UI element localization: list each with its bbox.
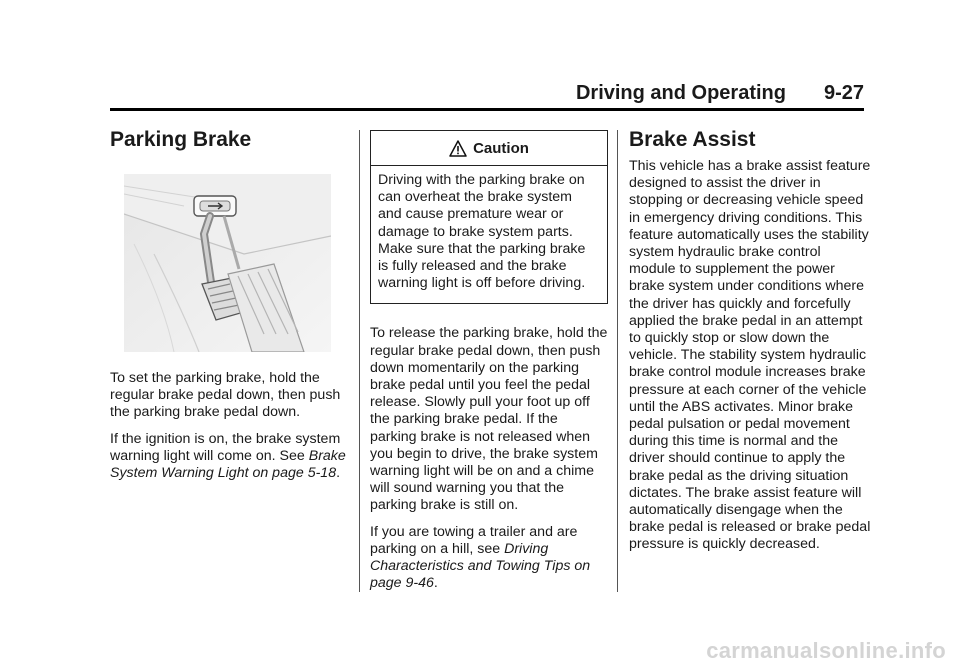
parking-brake-pedal-icon xyxy=(124,174,331,352)
watermark: carmanualsonline.info xyxy=(706,638,946,663)
parking-brake-heading: Parking Brake xyxy=(110,128,252,151)
brake-warning-light-link[interactable]: Brake System Warning Light on page 5-18 xyxy=(110,447,346,482)
caution-box xyxy=(370,130,608,304)
towing-text: If you are towing a trailer and are parking on a hill, see xyxy=(370,523,578,557)
caution-body xyxy=(371,166,607,303)
page-number: 9-27 xyxy=(823,82,864,104)
caution-text: Driving with the parking brake on can overheat the brake system and cause premature wear or damage to brake system parts. Make sure that the parking brake is fully released and the brake warning light is off before driving. xyxy=(378,172,586,292)
brake-assist-section xyxy=(629,126,871,563)
warning-light-text: If the ignition is on, the brake system warning light will come on. See xyxy=(110,430,341,464)
caution-title: Caution xyxy=(473,139,529,157)
warning-light-end: . xyxy=(336,465,341,482)
brake-assist-heading: Brake Assist xyxy=(629,128,756,151)
release-paragraph: To release the parking brake, hold the regular brake pedal down, then push down momentarily on the parking brake pedal until you feel the pedal release. Slowly pull your foot up off the parking brake pedal. If the parking brake is not released when you begin to drive, the brake system warning light will be on and a chime will sound warning you that the parking brake is still on. xyxy=(370,325,608,514)
section-title: Driving and Operating xyxy=(575,82,786,104)
caution-header xyxy=(371,131,607,166)
towing-paragraph xyxy=(370,524,608,593)
page-header xyxy=(110,80,864,111)
parking-brake-paragraph: To set the parking brake, hold the regular brake pedal down, then push the parking brake pedal down. xyxy=(110,370,341,421)
warning-light-paragraph xyxy=(110,431,350,483)
towing-tips-link[interactable]: Driving Characteristics and Towing Tips on page 9-46 xyxy=(370,540,591,592)
brake-assist-paragraph: This vehicle has a brake assist feature designed to assist the driver in stopping or decreasing vehicle speed in emergency driving conditions. This feature automatically uses the stability system hydraulic brake control module to supplement the power brake system under conditions where the driver has quickly and forcefully applied the brake pedal in an attempt to quickly stop or slow down the vehicle. The stability system hydraulic brake control module increases brake pressure at each corner of the vehicle until the ABS activates. Minor brake pedal pulsation or pedal movement during this time is normal and the driver should continue to apply the brake pedal as the driving situation dictates. The brake assist feature will automatically disengage when the brake pedal is released or brake pedal pressure is quickly decreased. xyxy=(629,158,871,553)
column-divider-2 xyxy=(617,130,618,592)
parking-brake-text xyxy=(110,370,350,491)
parking-brake-pedal-illustration xyxy=(124,174,331,352)
release-section xyxy=(370,126,608,601)
warning-triangle-icon xyxy=(449,140,467,157)
towing-end: . xyxy=(433,575,438,592)
column-divider-1 xyxy=(359,130,360,592)
parking-brake-section xyxy=(110,126,350,482)
